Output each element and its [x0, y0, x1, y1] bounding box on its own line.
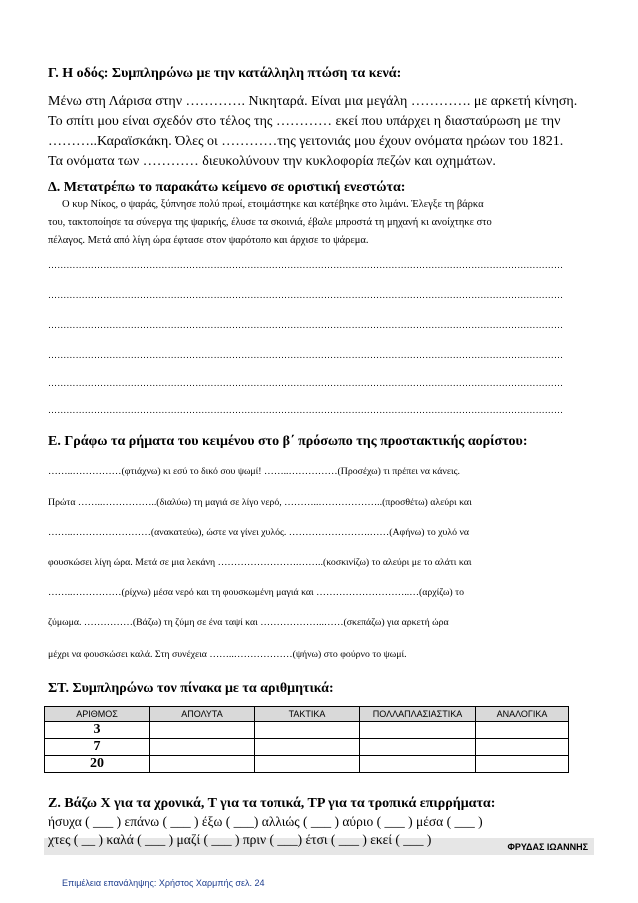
column-header: ΠΟΛΛΑΠΛΑΣΙΑΣΤΙΚΑ: [360, 707, 476, 722]
number-cell: 3: [45, 722, 150, 739]
answer-line[interactable]: ……………………………………………………………………………………………………………………………………………………: [48, 378, 564, 388]
section-z-line: χτες ( __ ) καλά ( ___ ) μαζί ( ___ ) πριν ( ___) έτσι ( ___ ) εκεί ( ___ ): [48, 832, 432, 847]
answer-cell[interactable]: [476, 739, 569, 756]
answer-line[interactable]: ……………………………………………………………………………………………………………………………………………………: [48, 350, 564, 360]
section-g-title: Γ. Η οδός: Συμπληρώνω με την κατάλληλη πτώση τα κενά:: [48, 66, 402, 81]
section-e-line: μέχρι να φουσκώσει καλά. Στη συνέχεια ……..………………(ψήνω) στο φούρνο το ψωμί.: [48, 649, 407, 660]
answer-line[interactable]: ……………………………………………………………………………………………………………………………………………………: [48, 290, 564, 300]
section-g-line: ………..Καραϊσκάκη. Όλες οι …………της γειτονιάς μου έχουν ονόματα ηρώων του 1821.: [48, 134, 564, 149]
answer-line[interactable]: ……………………………………………………………………………………………………………………………………………………: [48, 405, 564, 415]
section-d-title: Δ. Μετατρέπω το παρακάτω κείμενο σε οριστική ενεστώτα:: [48, 180, 406, 195]
answer-cell[interactable]: [150, 756, 255, 773]
section-z-line: ήσυχα ( ___ ) επάνω ( ___ ) έξω ( ___) αλλιώς ( ___ ) αύριο ( ___ ) μέσα ( ___ ): [48, 814, 483, 829]
answer-cell[interactable]: [255, 739, 360, 756]
number-cell: 20: [45, 756, 150, 773]
author-name: ΦΡΥΔΑΣ ΙΩΑΝΝΗΣ: [507, 842, 588, 852]
section-e-line: ζύμωμα. ……………(Βάζω) τη ζύμη σε ένα ταψί και ………………..……(σκεπάζω) για αρκετή ώρα: [48, 617, 449, 628]
page-footer: Επιμέλεια επανάληψης: Χρήστος Χαρμπής σελ. 24: [62, 878, 265, 888]
section-e-title: Ε. Γράφω τα ρήματα του κειμένου στο β΄ πρόσωπο της προστακτικής αορίστου:: [48, 434, 528, 449]
section-g-line: Μένω στη Λάρισα στην …………. Νικηταρά. Είναι μια μεγάλη …………. με αρκετή κίνηση.: [48, 94, 578, 109]
table-row: [45, 722, 569, 739]
answer-cell[interactable]: [150, 722, 255, 739]
section-d-line: του, τακτοποίησε τα σύνεργα της ψαρικής, έλυσε τα σκοινιά, έβαλε μπροστά τη μηχανή κι ανοίχτηκε στο: [48, 217, 492, 228]
answer-line[interactable]: ……………………………………………………………………………………………………………………………………………………: [48, 260, 564, 270]
section-d-line: Ο κυρ Νίκος, ο ψαράς, ξύπνησε πολύ πρωί, ετοιμάστηκε και κατέβηκε στο λιμάνι. Έλεγξε τη βάρκα: [62, 199, 484, 210]
table-row: [45, 756, 569, 773]
answer-cell[interactable]: [360, 756, 476, 773]
section-e-line: Πρώτα ……..……………..(διαλύω) τη μαγιά σε λίγο νερό, ………..………………..(προσθέτω) αλεύρι και: [48, 497, 472, 508]
section-g-line: Τα ονόματα των ………… διευκολύνουν την κυκλοφορία πεζών και οχημάτων.: [48, 154, 496, 169]
number-cell: 7: [45, 739, 150, 756]
answer-cell[interactable]: [150, 739, 255, 756]
answer-cell[interactable]: [476, 756, 569, 773]
answer-cell[interactable]: [255, 756, 360, 773]
column-header: ΑΠΟΛΥΤΑ: [150, 707, 255, 722]
answer-cell[interactable]: [360, 722, 476, 739]
section-e-line: φουσκώσει λίγη ώρα. Μετά σε μια λεκάνη …………………….……..(κοσκινίζω) το αλεύρι με το αλάτι και: [48, 557, 472, 568]
section-z-title: Ζ. Βάζω Χ για τα χρονικά, Τ για τα τοπικά, ΤΡ για τα τροπικά επιρρήματα:: [48, 796, 496, 811]
section-g-line: Το σπίτι μου είναι σχεδόν στο τέλος της ………… εκεί που υπάρχει η διασταύρωση με την: [48, 114, 561, 129]
section-e-line: ……..……………(ρίχνω) μέσα νερό και τη φουσκωμένη μαγιά και ………………………..…(αρχίζω) το: [48, 587, 464, 598]
column-header: ΑΡΙΘΜΟΣ: [45, 707, 150, 722]
section-d-line: πέλαγος. Μετά από λίγη ώρα έφτασε στον ψαρότοπο και άρχισε το ψάρεμα.: [48, 235, 369, 246]
section-e-line: ……..……………………(ανακατεύω), ώστε να γίνει χυλός. …………………….……(Αφήνω) το χυλό να: [48, 527, 470, 538]
section-e-line: ……..……………(φτιάχνω) κι εσύ το δικό σου ψωμί! ……..……………(Προσέχω) τι πρέπει να κάνεις.: [48, 466, 460, 477]
column-header: ΑΝΑΛΟΓΙΚΑ: [476, 707, 569, 722]
section-st-title: ΣΤ. Συμπληρώνω τον πίνακα με τα αριθμητικά:: [48, 681, 334, 696]
table-header-row: [45, 707, 569, 722]
numerals-table: [44, 706, 569, 773]
column-header: ΤΑΚΤΙΚΑ: [255, 707, 360, 722]
answer-cell[interactable]: [476, 722, 569, 739]
answer-cell[interactable]: [255, 722, 360, 739]
table-row: [45, 739, 569, 756]
answer-line[interactable]: ……………………………………………………………………………………………………………………………………………………: [48, 320, 564, 330]
answer-cell[interactable]: [360, 739, 476, 756]
